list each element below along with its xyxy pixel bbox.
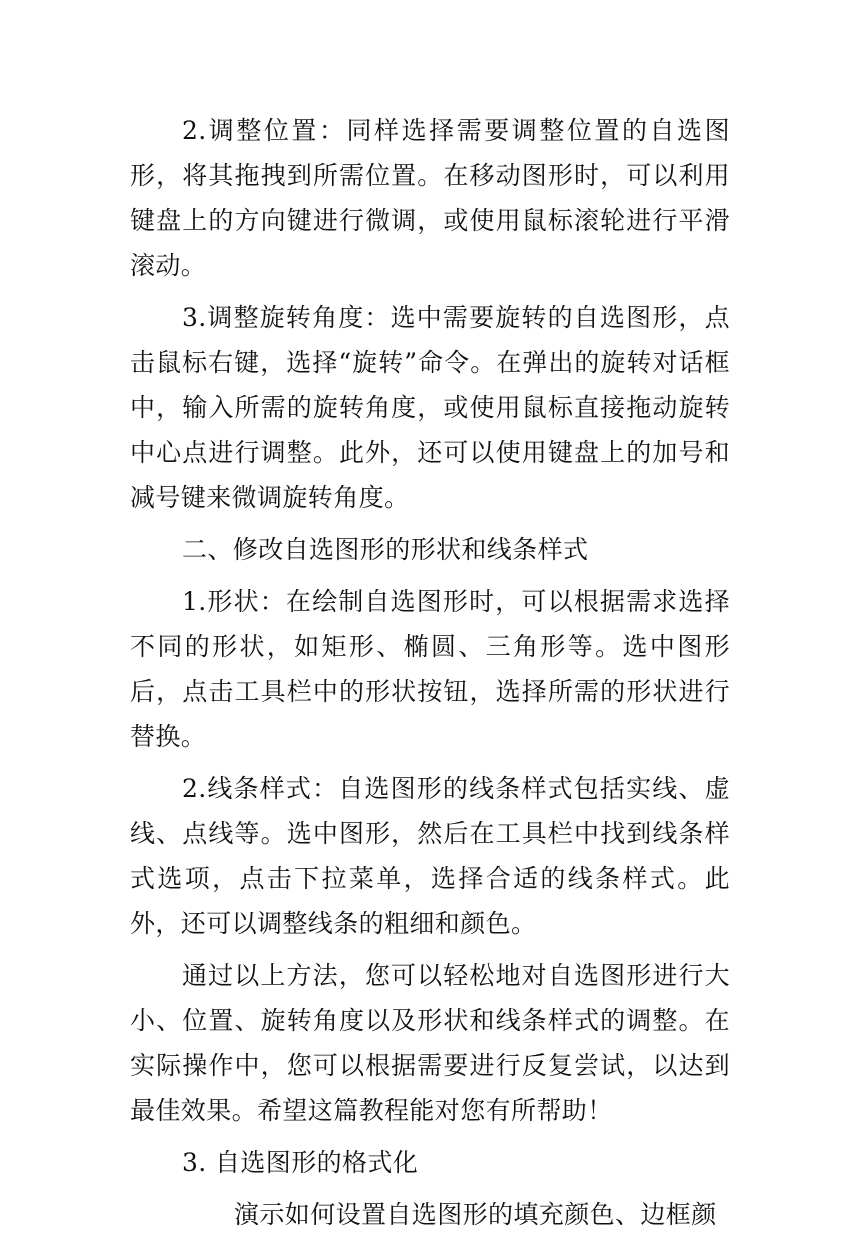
paragraph-adjust-position: 2.调整位置：同样选择需要调整位置的自选图形，将其拖拽到所需位置。在移动图形时，可以利用键盘上的方向键进行微调，或使用鼠标滚轮进行平滑滚动。 [130,116,730,280]
paragraph-formatting-intro: 演示如何设置自选图形的填充颜色、边框颜 [234,1200,717,1229]
section-heading-shape-and-line: 二、修改自选图形的形状和线条样式 [182,535,589,564]
paragraph-adjust-rotation: 3.调整旋转角度：选中需要旋转的自选图形，点击鼠标右键，选择“旋转”命令。在弹出的旋转对话框中，输入所需的旋转角度，或使用鼠标直接拖动旋转中心点进行调整。此外，还可以使用键盘上的加号和减号键来微调旋转角度。 [130,303,730,512]
paragraph-line-style: 2.线条样式：自选图形的线条样式包括实线、虚线、点线等。选中图形，然后在工具栏中找到线条样式选项，点击下拉菜单，选择合适的线条样式。此外，还可以调整线条的粗细和颜色。 [130,774,730,938]
section-heading-formatting: 3. 自选图形的格式化 [182,1148,419,1177]
paragraph-summary: 通过以上方法，您可以轻松地对自选图形进行大小、位置、旋转角度以及形状和线条样式的调整。在实际操作中，您可以根据需要进行反复尝试，以达到最佳效果。希望这篇教程能对您有所帮助！ [130,961,730,1125]
document-body [130,108,730,1237]
paragraph-shape: 1.形状：在绘制自选图形时，可以根据需求选择不同的形状，如矩形、椭圆、三角形等。选中图形后，点击工具栏中的形状按钮，选择所需的形状进行替换。 [130,587,730,751]
